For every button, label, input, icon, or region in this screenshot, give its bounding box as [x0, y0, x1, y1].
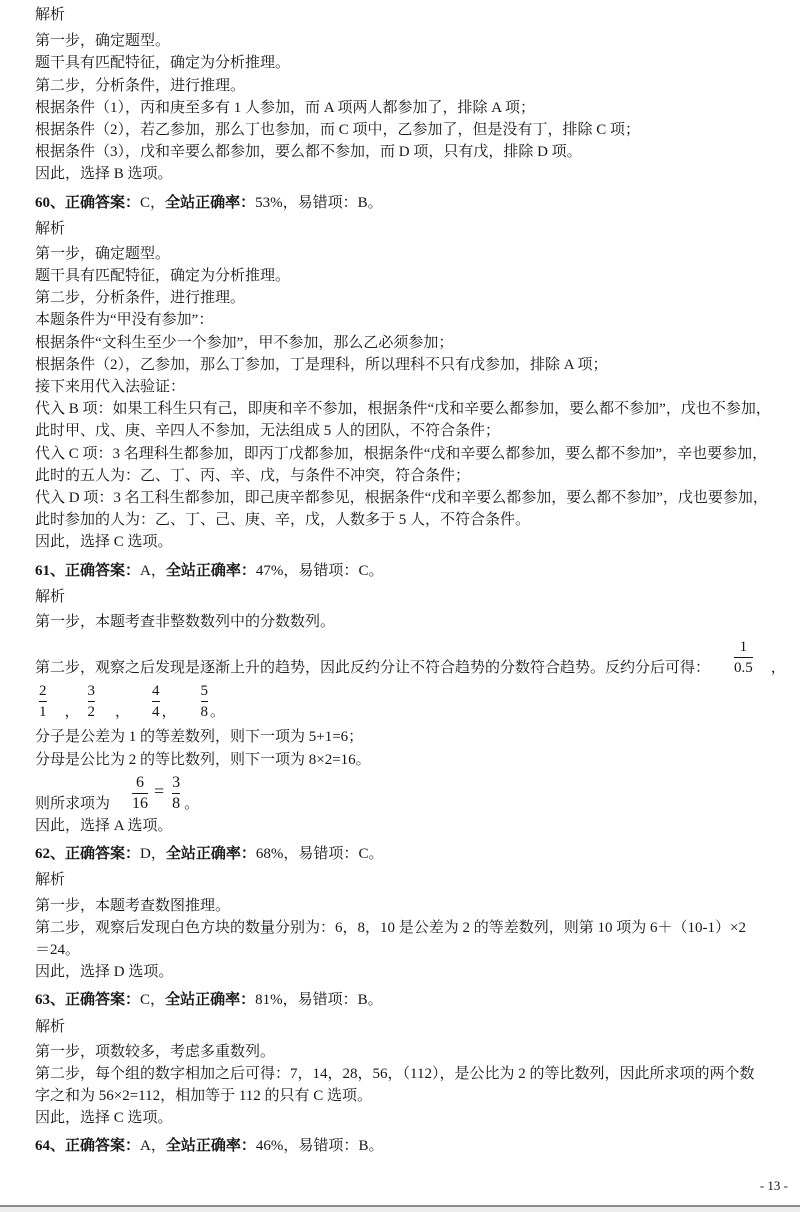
page-bottom-edge: [0, 1207, 800, 1212]
wrong-option-label: 易错项：: [298, 562, 359, 579]
analysis-line: 题干具有匹配特征，确定为分析推理。: [35, 268, 291, 285]
fraction: [86, 681, 98, 722]
fraction-denominator: 1: [39, 704, 47, 721]
comma: ，: [150, 562, 166, 579]
analysis-line: 代入 B 项：如果工科生只有己，即庚和辛不参加，根据条件“戊和辛要么都参加，要么都不参加”，戊也不参加，: [35, 401, 771, 418]
analysis-line: 根据条件（2），若乙参加，那么丁也参加，而 C 项中，乙参加了，但是没有丁，排除 C 项；: [35, 121, 641, 138]
fraction: [732, 637, 755, 678]
analysis-line: 第一步，本题考查非整数数列中的分数数列。: [35, 613, 336, 630]
fraction-sequence: [35, 681, 795, 723]
analysis-line: 因此，选择 D 选项。: [35, 964, 174, 981]
fraction-numerator: 4: [152, 683, 160, 700]
fraction-denominator: 8: [200, 704, 209, 721]
number-separator: 、: [50, 846, 66, 863]
wrong-option-value: B: [358, 1138, 369, 1155]
analysis-line: ＝24。: [35, 941, 81, 958]
accuracy-label: 全站正确率：: [165, 992, 256, 1009]
period: 。: [368, 846, 384, 863]
period: 。: [368, 562, 384, 579]
fraction-denominator: 0.5: [734, 660, 753, 677]
accuracy-value: 53%: [255, 194, 283, 211]
analysis-line: 第一步，本题考查数图推理。: [35, 897, 231, 914]
fraction-numerator: 2: [39, 683, 47, 700]
fraction: [150, 681, 162, 722]
comma: ，: [150, 992, 166, 1009]
answer-header: [35, 560, 795, 582]
period: 。: [367, 992, 383, 1009]
number-separator: 、: [50, 194, 66, 211]
answer-label: 正确答案：: [65, 992, 141, 1009]
analysis-label: 解析: [35, 7, 66, 23]
comma: ，: [150, 194, 166, 211]
answer-value: A: [140, 1138, 151, 1155]
analysis-label: 解析: [35, 872, 66, 889]
fraction-denominator: 8: [172, 794, 181, 812]
analysis-line: 根据条件（3），戊和辛要么都参加，要么都不参加，而 D 项，只有戊，排除 D 项。: [35, 144, 582, 161]
accuracy-value: 68%: [255, 846, 284, 863]
answer-header: [35, 1135, 795, 1157]
analysis-line: 第一步，项数较多，考虑多重数列。: [35, 1043, 276, 1060]
question-number: 61: [35, 562, 50, 579]
analysis-line: 根据条件（2），乙参加，那么丁参加，丁是理科，所以理科不只有戊参加，排除 A 项；: [35, 356, 608, 373]
analysis-line: 此时甲、戊、庚、辛四人不参加，无法组成 5 人的团队，不符合条件；: [35, 423, 501, 440]
period: 。: [367, 194, 383, 211]
analysis-line: 第二步，分析条件，进行推理。: [35, 77, 246, 94]
comma: ，: [282, 194, 298, 211]
analysis-line: 此时参加的人为：乙、丁、己、庚、辛，戊，人数多于 5 人，不符合条件。: [35, 512, 531, 529]
analysis-line: 第二步，观察后发现白色方块的数量分别为：6，8，10 是公差为 2 的等差数列，则第 10 项为 6＋（10-1）×2: [35, 919, 746, 936]
analysis-line-with-fraction: [35, 637, 795, 679]
comma: ，: [283, 846, 299, 863]
analysis-label: 解析: [35, 588, 66, 605]
analysis-line: 题干具有匹配特征，确定为分析推理。: [35, 55, 291, 72]
answer-label: 正确答案：: [65, 1138, 141, 1155]
analysis-line: 本题条件为“甲没有参加”：: [35, 312, 214, 329]
analysis-line: 分母是公比为 2 的等比数列，则下一项为 8×2=16。: [35, 751, 371, 768]
analysis-line: 根据条件（1），丙和庚至多有 1 人参加，而 A 项两人都参加了，排除 A 项；: [35, 99, 536, 116]
fraction-numerator: 5: [200, 683, 209, 700]
result-prefix: 则所求项为: [35, 795, 111, 812]
answer-value: C: [140, 992, 151, 1009]
period: 。: [210, 704, 226, 721]
fraction: [199, 681, 211, 722]
answer-header: [35, 192, 795, 214]
analysis-line: 此时的五人为：乙、丁、丙、辛、戊，与条件不冲突，符合条件；: [35, 467, 471, 484]
comma: ，: [283, 1138, 299, 1155]
question-number: 60: [35, 194, 50, 211]
fraction-denominator: 4: [152, 704, 160, 721]
fraction-numerator: 1: [739, 639, 748, 656]
comma: ，: [282, 992, 298, 1009]
equals-sign: =: [154, 780, 165, 801]
wrong-option-value: C: [358, 562, 369, 579]
fraction-denominator: 16: [132, 794, 149, 812]
wrong-option-label: 易错项：: [298, 846, 359, 863]
comma: ，: [115, 704, 131, 721]
comma: ，: [64, 704, 80, 721]
wrong-option-value: B: [357, 992, 368, 1009]
accuracy-label: 全站正确率：: [165, 194, 256, 211]
wrong-option-label: 易错项：: [297, 194, 358, 211]
analysis-line: 第二步，分析条件，进行推理。: [35, 290, 246, 307]
comma: ，: [161, 704, 177, 721]
wrong-option-value: B: [357, 194, 368, 211]
analysis-line: 第一步，确定题型。: [35, 245, 171, 262]
result-equation: [35, 773, 795, 815]
analysis-line: 因此，选择 B 选项。: [35, 166, 173, 183]
fraction: [37, 681, 49, 722]
comma: ，: [770, 660, 786, 677]
wrong-option-label: 易错项：: [298, 1138, 359, 1155]
period: 。: [368, 1138, 384, 1155]
page-number: - 13 -: [759, 1178, 788, 1193]
page-content: [35, 4, 795, 1162]
analysis-line: 字之和为 56×2=112，相加等于 112 的只有 C 选项。: [35, 1088, 373, 1105]
analysis-line: 代入 D 项：3 名工科生都参加，即己庚辛都参见，根据条件“戊和辛要么都参加，要么都不参加”，戊也要参加，: [35, 489, 768, 506]
number-separator: 、: [50, 562, 66, 579]
accuracy-value: 81%: [255, 992, 283, 1009]
comma: ，: [150, 846, 166, 863]
analysis-line: 因此，选择 C 选项。: [35, 1110, 173, 1127]
fraction: [170, 773, 182, 814]
analysis-text: 第二步，观察之后发现是逐渐上升的趋势，因此反约分让不符合趋势的分数符合趋势。反约分后可得：: [35, 660, 711, 677]
accuracy-label: 全站正确率：: [165, 562, 256, 579]
answer-label: 正确答案：: [65, 562, 141, 579]
fraction-denominator: 2: [87, 704, 96, 721]
fraction-numerator: 3: [172, 773, 181, 791]
accuracy-label: 全站正确率：: [165, 1138, 256, 1155]
analysis-line: 接下来用代入法验证：: [35, 379, 186, 395]
fraction: [130, 773, 150, 814]
analysis-label: 解析: [35, 220, 66, 237]
analysis-line: 因此，选择 A 选项。: [35, 818, 173, 835]
wrong-option-label: 易错项：: [297, 992, 358, 1009]
accuracy-value: 46%: [255, 1138, 284, 1155]
answer-value: D: [140, 846, 151, 863]
number-separator: 、: [50, 992, 66, 1009]
comma: ，: [150, 1138, 166, 1155]
wrong-option-value: C: [358, 846, 369, 863]
answer-label: 正确答案：: [65, 846, 141, 863]
fraction-numerator: 3: [87, 683, 96, 700]
answer-value: A: [140, 562, 151, 579]
question-number: 62: [35, 846, 50, 863]
question-number: 63: [35, 992, 50, 1009]
number-separator: 、: [50, 1138, 66, 1155]
answer-header: [35, 989, 795, 1011]
period: 。: [184, 795, 200, 812]
analysis-line: 代入 C 项：3 名理科生都参加，即丙丁戊都参加，根据条件“戊和辛要么都参加，要么都不参加”，辛也要参加，: [35, 445, 768, 462]
answer-header: [35, 843, 795, 865]
comma: ，: [283, 562, 299, 579]
analysis-line: 因此，选择 C 选项。: [35, 534, 173, 551]
analysis-line: 根据条件“文科生至少一个参加”，甲不参加，那么乙必须参加；: [35, 334, 454, 351]
analysis-line: 分子是公差为 1 的等差数列，则下一项为 5+1=6；: [35, 729, 364, 746]
answer-label: 正确答案：: [65, 194, 141, 211]
answer-value: C: [140, 194, 151, 211]
accuracy-value: 47%: [255, 562, 284, 579]
analysis-line: 第二步，每个组的数字相加之后可得：7，14，28，56，（112），是公比为 2 的等比数列，因此所求项的两个数: [35, 1065, 755, 1082]
accuracy-label: 全站正确率：: [165, 846, 256, 863]
question-number: 64: [35, 1138, 50, 1155]
fraction-numerator: 6: [136, 773, 145, 791]
analysis-line: 第一步，确定题型。: [35, 33, 171, 50]
analysis-label: 解析: [35, 1018, 66, 1035]
